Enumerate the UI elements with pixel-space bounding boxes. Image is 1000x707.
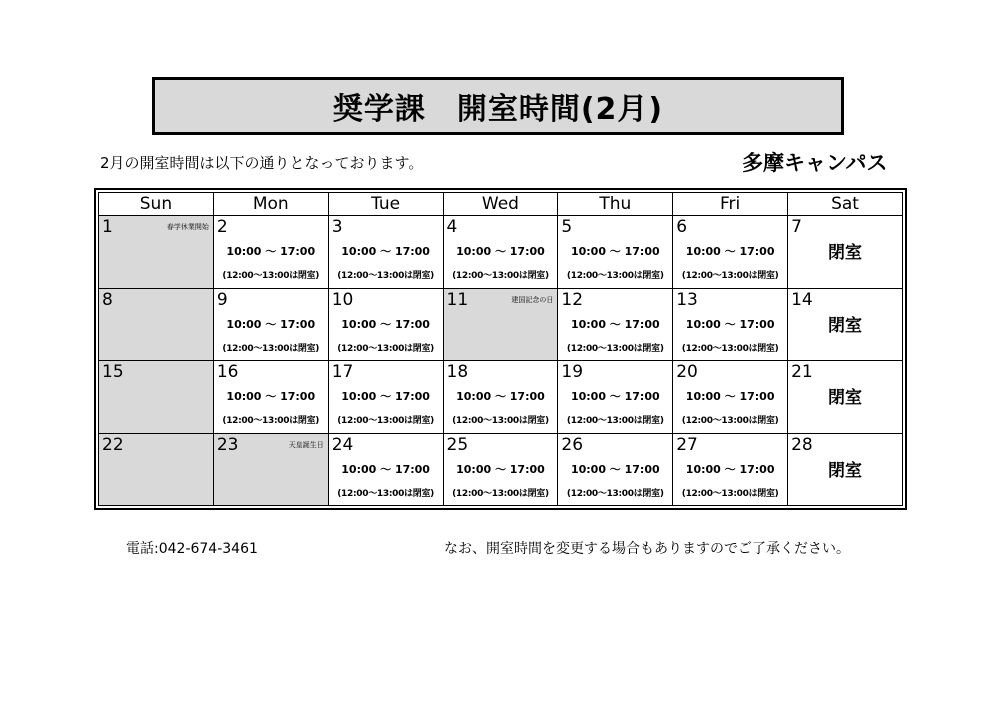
day-number: 15	[102, 362, 124, 382]
calendar-table	[98, 192, 903, 506]
day-number: 28	[791, 434, 813, 455]
lunch-closure: (12:00～13:00は閉室)	[566, 416, 664, 426]
day-number: 13	[676, 289, 698, 310]
lunch-closure: (12:00～13:00は閉室)	[681, 343, 779, 354]
weekday-header-row	[99, 193, 903, 216]
day-number: 23	[216, 434, 239, 455]
day-cell	[99, 361, 214, 434]
weekday-sun: Sun	[99, 193, 214, 216]
opening-hours: 10:00 ～ 17:00	[570, 245, 660, 258]
day-cell	[673, 216, 788, 289]
day-cell	[213, 216, 328, 289]
lunch-closure: (12:00～13:00は閉室)	[566, 343, 664, 354]
day-cell	[558, 433, 673, 506]
opening-hours: 10:00 ～ 17:00	[341, 317, 430, 331]
day-cell	[673, 433, 788, 506]
week-row	[99, 361, 903, 434]
day-number: 2	[216, 217, 228, 237]
weekday-mon: Mon	[213, 193, 328, 216]
closed-label: 閉室	[828, 388, 863, 408]
day-number: 12	[561, 289, 584, 310]
day-cell	[328, 216, 443, 289]
lunch-closure: (12:00～13:00は閉室)	[452, 416, 549, 426]
opening-hours: 10:00 ～ 17:00	[456, 390, 545, 403]
lunch-closure: (12:00～13:00は閉室)	[681, 271, 779, 281]
day-cell	[99, 288, 214, 361]
day-cell	[99, 433, 214, 506]
lunch-closure: (12:00～13:00は閉室)	[222, 271, 320, 281]
lunch-closure: (12:00～13:00は閉室)	[337, 488, 434, 499]
day-cell	[213, 288, 328, 361]
day-cell	[213, 361, 328, 434]
day-cell	[443, 361, 558, 434]
day-number: 25	[446, 434, 469, 455]
day-number: 21	[791, 362, 813, 382]
day-number: 11	[446, 289, 469, 310]
day-number: 27	[676, 434, 698, 455]
lunch-closure: (12:00～13:00は閉室)	[566, 271, 664, 281]
day-number: 24	[331, 434, 354, 455]
day-cell	[99, 216, 214, 289]
day-number: 5	[561, 217, 573, 237]
day-number: 16	[216, 362, 239, 382]
closed-label: 閉室	[828, 315, 863, 336]
day-cell	[328, 288, 443, 361]
day-cell	[328, 433, 443, 506]
lunch-closure: (12:00～13:00は閉室)	[337, 271, 434, 281]
day-cell	[673, 361, 788, 434]
day-number: 1	[102, 217, 113, 237]
weekday-tue: Tue	[328, 193, 443, 216]
holiday-note: 建国記念の日	[511, 295, 554, 304]
holiday-note: 春学休業開始	[166, 223, 209, 231]
day-number: 7	[791, 217, 802, 237]
week-row	[99, 433, 903, 506]
day-number: 26	[561, 434, 584, 455]
opening-hours: 10:00 ～ 17:00	[226, 317, 316, 331]
weekday-thu: Thu	[558, 193, 673, 216]
day-cell	[558, 288, 673, 361]
day-number: 18	[446, 362, 469, 382]
holiday-note: 天皇誕生日	[288, 440, 324, 449]
opening-hours: 10:00 ～ 17:00	[570, 390, 660, 403]
campus-name: 多摩キャンパス	[742, 151, 888, 175]
day-cell	[328, 361, 443, 434]
lunch-closure: (12:00～13:00は閉室)	[681, 416, 779, 426]
day-number: 19	[561, 362, 584, 382]
day-number: 9	[216, 289, 228, 310]
day-cell	[788, 288, 903, 361]
lunch-closure: (12:00～13:00は閉室)	[681, 488, 779, 499]
opening-hours: 10:00 ～ 17:00	[685, 390, 775, 403]
day-cell	[558, 216, 673, 289]
day-cell	[443, 288, 558, 361]
week-row	[99, 288, 903, 361]
weekday-sat: Sat	[788, 193, 903, 216]
lunch-closure: (12:00～13:00は閉室)	[452, 271, 549, 281]
opening-hours: 10:00 ～ 17:00	[226, 390, 316, 403]
opening-hours: 10:00 ～ 17:00	[341, 462, 430, 476]
lunch-closure: (12:00～13:00は閉室)	[222, 343, 320, 354]
day-number: 20	[676, 362, 698, 382]
calendar	[94, 188, 907, 510]
weekday-fri: Fri	[673, 193, 788, 216]
change-notice: なお、開室時間を変更する場合もありますのでご了承ください。	[444, 541, 850, 557]
day-number: 10	[331, 289, 354, 310]
opening-hours: 10:00 ～ 17:00	[341, 390, 430, 403]
day-cell	[213, 433, 328, 506]
day-number: 8	[102, 289, 113, 310]
opening-hours: 10:00 ～ 17:00	[570, 317, 660, 331]
weekday-wed: Wed	[443, 193, 558, 216]
day-cell	[788, 216, 903, 289]
day-number: 3	[331, 217, 343, 237]
opening-hours: 10:00 ～ 17:00	[341, 245, 430, 258]
day-cell	[443, 433, 558, 506]
lunch-closure: (12:00～13:00は閉室)	[337, 416, 434, 426]
day-number: 4	[446, 217, 458, 237]
lunch-closure: (12:00～13:00は閉室)	[222, 416, 320, 426]
day-cell	[788, 361, 903, 434]
day-cell	[443, 216, 558, 289]
opening-hours: 10:00 ～ 17:00	[570, 462, 660, 476]
day-number: 22	[102, 434, 124, 455]
lunch-closure: (12:00～13:00は閉室)	[566, 488, 664, 499]
opening-hours: 10:00 ～ 17:00	[456, 462, 545, 476]
day-cell	[673, 288, 788, 361]
page-title: 奨学課 開室時間(2月)	[152, 77, 844, 135]
opening-hours: 10:00 ～ 17:00	[685, 245, 775, 258]
day-cell	[788, 433, 903, 506]
day-cell	[558, 361, 673, 434]
day-number: 17	[331, 362, 354, 382]
intro-text: 2月の開室時間は以下の通りとなっております。	[100, 154, 424, 172]
day-number: 6	[676, 217, 688, 237]
opening-hours: 10:00 ～ 17:00	[226, 245, 316, 258]
phone-number: 電話:042-674-3461	[126, 541, 258, 557]
week-row	[99, 216, 903, 289]
lunch-closure: (12:00～13:00は閉室)	[337, 343, 434, 354]
day-number: 14	[791, 289, 813, 310]
closed-label: 閉室	[828, 243, 863, 263]
opening-hours: 10:00 ～ 17:00	[456, 245, 545, 258]
opening-hours: 10:00 ～ 17:00	[685, 462, 775, 476]
opening-hours: 10:00 ～ 17:00	[685, 317, 775, 331]
lunch-closure: (12:00～13:00は閉室)	[452, 488, 549, 499]
closed-label: 閉室	[828, 460, 863, 481]
